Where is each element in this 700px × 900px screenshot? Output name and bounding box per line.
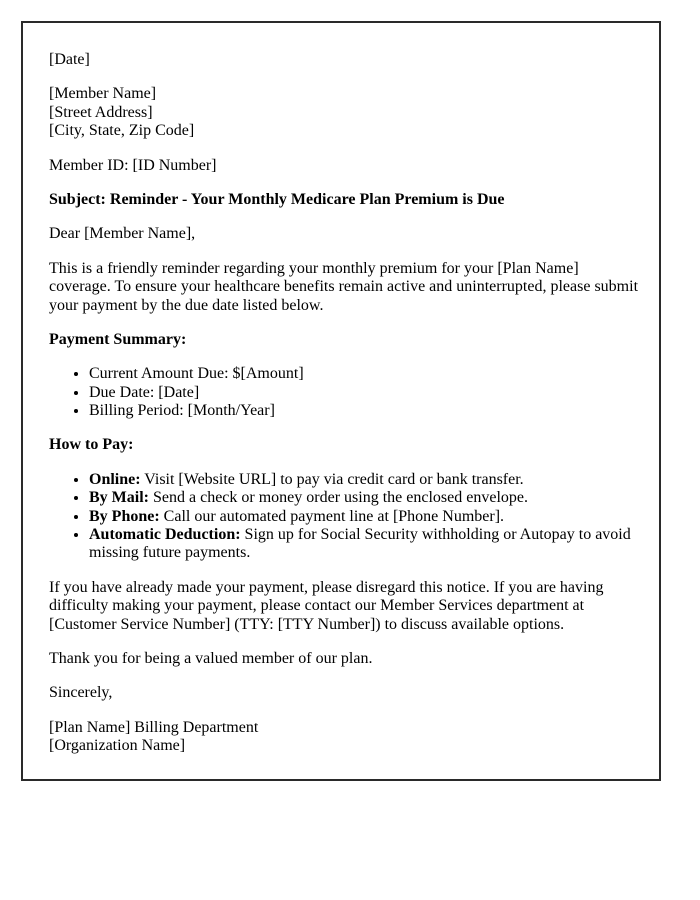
payment-method-description: Call our automated payment line at [Phone Number]. bbox=[159, 507, 505, 525]
signature-line-department: [Plan Name] Billing Department bbox=[49, 718, 259, 736]
payment-method-label: Automatic Deduction: bbox=[89, 526, 241, 544]
payment-summary-item-billing-period: • Billing Period: [Month/Year] bbox=[89, 402, 639, 420]
payment-method-label: Online: bbox=[89, 470, 141, 488]
how-to-pay-heading: How to Pay: bbox=[49, 436, 134, 454]
closing: Sincerely, bbox=[49, 684, 113, 702]
payment-method-item-phone bbox=[89, 508, 639, 526]
payment-method-item-mail bbox=[89, 489, 639, 507]
letter-document bbox=[21, 21, 661, 781]
payment-summary-item-due-date: • Due Date: [Date] bbox=[89, 384, 639, 402]
recipient-address-block bbox=[49, 85, 639, 140]
payment-summary-list bbox=[49, 365, 639, 420]
payment-summary-item-amount: • Current Amount Due: $[Amount] bbox=[89, 365, 639, 383]
signature-block bbox=[49, 719, 639, 756]
address-line-member-name: [Member Name] bbox=[49, 85, 157, 103]
date-placeholder: [Date] bbox=[49, 51, 90, 68]
salutation: Dear [Member Name], bbox=[49, 225, 196, 243]
payment-method-label: By Mail: bbox=[89, 489, 149, 507]
signature-line-organization: [Organization Name] bbox=[49, 737, 186, 755]
intro-paragraph: This is a friendly reminder regarding your monthly premium for your [Plan Name] coverage. To ensure your healthcare benefits remain active and uninterrupted, please submit your payment by the due date listed below. bbox=[49, 259, 639, 314]
payment-method-description: Sign up for Social Security withholding or Autopay to avoid missing future payments. bbox=[89, 526, 631, 562]
subject-line: Subject: Reminder - Your Monthly Medicare Plan Premium is Due bbox=[49, 190, 505, 208]
payment-summary-heading: Payment Summary: bbox=[49, 330, 187, 348]
payment-method-item-automatic-deduction bbox=[89, 526, 639, 563]
address-line-street: [Street Address] bbox=[49, 103, 153, 121]
payment-method-item-online bbox=[89, 471, 639, 489]
member-id-line: Member ID: [ID Number] bbox=[49, 156, 217, 174]
payment-methods-list bbox=[49, 471, 639, 563]
address-line-city-state-zip: [City, State, Zip Code] bbox=[49, 122, 195, 140]
contact-paragraph: If you have already made your payment, please disregard this notice. If you are having difficulty making your payment, please contact our Member Services department at [Customer Service Number] (TTY: [TTY Number]) to discuss available options. bbox=[49, 578, 604, 633]
payment-method-description: Send a check or money order using the enclosed envelope. bbox=[149, 489, 528, 507]
payment-method-label: By Phone: bbox=[89, 507, 160, 525]
thank-you-paragraph: Thank you for being a valued member of our plan. bbox=[49, 649, 373, 667]
payment-method-description: Visit [Website URL] to pay via credit card or bank transfer. bbox=[140, 470, 524, 488]
